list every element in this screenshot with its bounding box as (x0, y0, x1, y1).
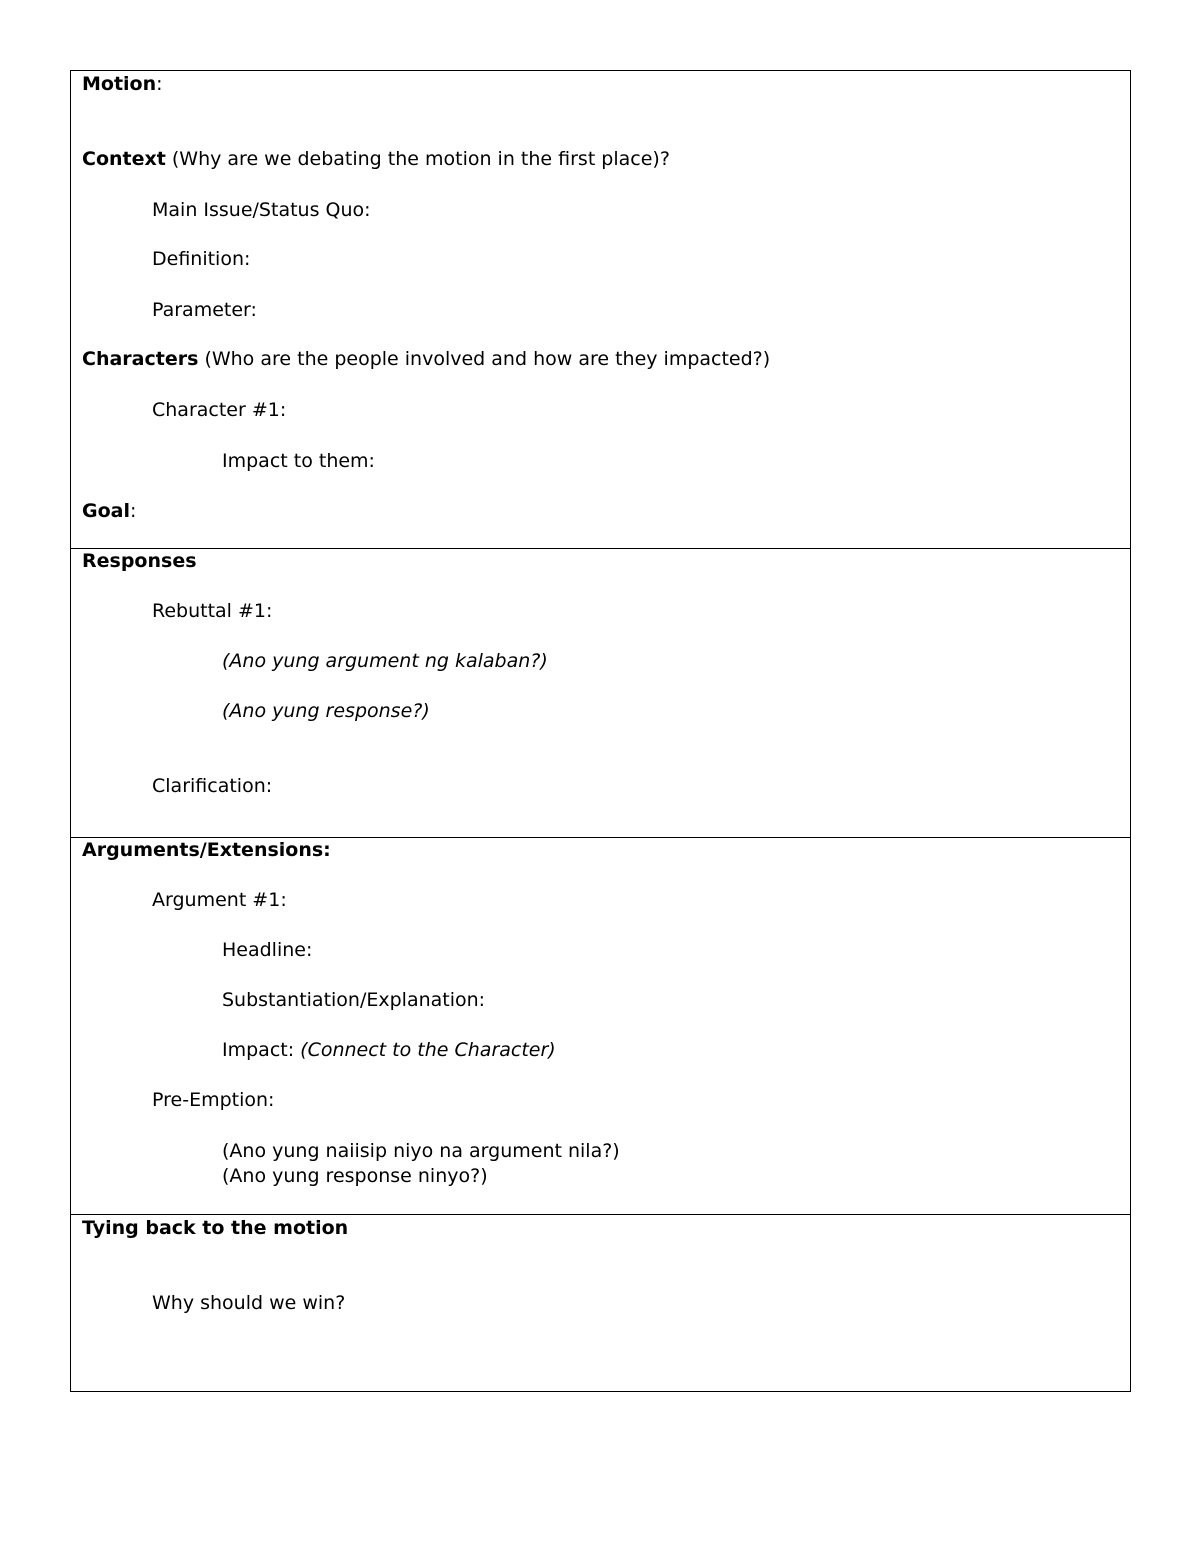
impact-label: Impact: (222, 1039, 301, 1061)
main-issue-field: Main Issue/Status Quo: (152, 199, 371, 221)
debate-worksheet-table (70, 70, 1131, 1392)
why-win-field: Why should we win? (152, 1292, 346, 1314)
arguments-section (71, 838, 1130, 1215)
characters-line (82, 347, 770, 371)
goal-line (82, 499, 136, 523)
headline-field: Headline: (222, 939, 313, 961)
arguments-heading: Arguments/Extensions: (82, 839, 331, 861)
preemption-prompt-response: (Ano yung response ninyo?) (222, 1165, 488, 1187)
motion-label: Motion (82, 73, 157, 95)
goal-colon: : (129, 500, 137, 522)
context-label: Context (82, 148, 166, 170)
character-1-field: Character #1: (152, 399, 287, 421)
motion-colon: : (156, 73, 163, 95)
context-line (82, 147, 670, 171)
opponent-argument-prompt: (Ano yung argument ng kalaban?) (222, 650, 548, 672)
characters-question: (Who are the people involved and how are they impacted?) (198, 348, 771, 370)
tying-back-section (71, 1215, 1130, 1391)
goal-label: Goal (82, 500, 130, 522)
response-prompt: (Ano yung response?) (222, 700, 430, 722)
parameter-field: Parameter: (152, 299, 257, 321)
characters-label: Characters (82, 348, 199, 370)
context-question: (Why are we debating the motion in the first place)? (165, 148, 670, 170)
impact-to-them-field: Impact to them: (222, 450, 375, 472)
impact-note: (Connect to the Character) (300, 1039, 556, 1061)
rebuttal-1-field: Rebuttal #1: (152, 600, 273, 622)
motion-line (82, 72, 163, 96)
responses-heading: Responses (82, 550, 197, 572)
tying-back-heading: Tying back to the motion (82, 1217, 349, 1239)
substantiation-field: Substantiation/Explanation: (222, 989, 486, 1011)
responses-section (71, 549, 1130, 838)
argument-1-field: Argument #1: (152, 889, 287, 911)
impact-line (222, 1038, 556, 1062)
preemption-prompt-argument: (Ano yung naiisip niyo na argument nila?) (222, 1140, 620, 1162)
motion-section (71, 71, 1130, 548)
clarification-field: Clarification: (152, 775, 273, 797)
definition-field: Definition: (152, 248, 251, 270)
preemption-field: Pre-Emption: (152, 1089, 275, 1111)
